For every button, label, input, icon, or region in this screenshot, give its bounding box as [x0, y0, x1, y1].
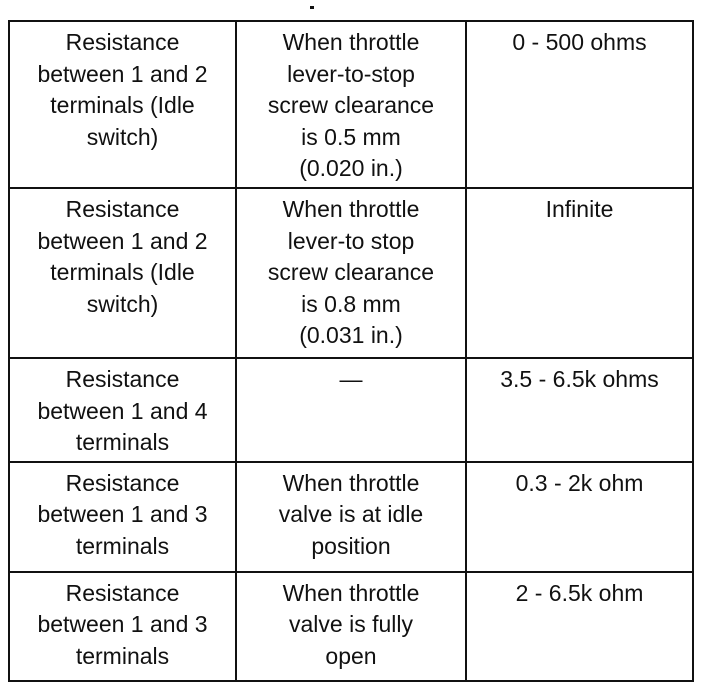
item-cell: Resistance between 1 and 2 terminals (Idle switch)	[9, 21, 236, 188]
table-row	[9, 572, 693, 681]
condition-cell: When throttle valve is at idle position	[236, 462, 466, 572]
item-cell: Resistance between 1 and 3 terminals	[9, 462, 236, 572]
condition-cell: When throttle valve is fully open	[236, 572, 466, 681]
value-cell: 0 - 500 ohms	[466, 21, 693, 188]
value-cell: 2 - 6.5k ohm	[466, 572, 693, 681]
spec-table	[8, 20, 694, 682]
table-row	[9, 21, 693, 188]
item-cell: Resistance between 1 and 2 terminals (Idle switch)	[9, 188, 236, 358]
item-cell: Resistance between 1 and 3 terminals	[9, 572, 236, 681]
value-cell: 0.3 - 2k ohm	[466, 462, 693, 572]
condition-cell: —	[236, 358, 466, 462]
table-row	[9, 188, 693, 358]
table-row	[9, 358, 693, 462]
table-row	[9, 462, 693, 572]
condition-cell: When throttle lever-to stop screw clearance is 0.8 mm (0.031 in.)	[236, 188, 466, 358]
item-cell: Resistance between 1 and 4 terminals	[9, 358, 236, 462]
top-dot-mark	[310, 6, 314, 9]
value-cell: 3.5 - 6.5k ohms	[466, 358, 693, 462]
condition-cell: When throttle lever-to-stop screw clearance is 0.5 mm (0.020 in.)	[236, 21, 466, 188]
value-cell: Infinite	[466, 188, 693, 358]
